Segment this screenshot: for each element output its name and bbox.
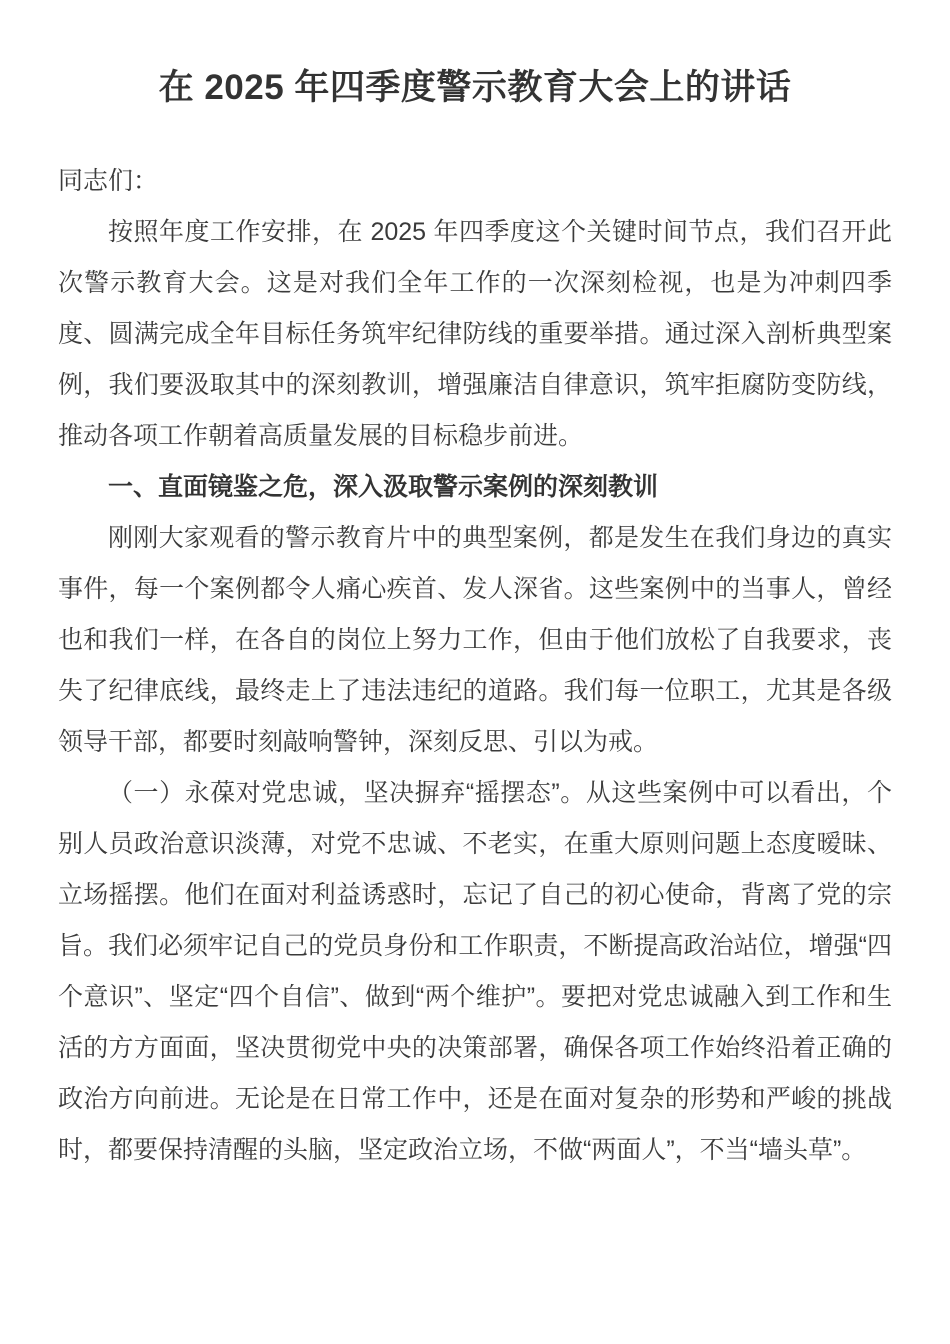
paragraph-cases: 刚刚大家观看的警示教育片中的典型案例，都是发生在我们身边的真实事件，每一个案例都令人痛心疾首、发人深省。这些案例中的当事人，曾经也和我们一样，在各自的岗位上努力工作，但由于他们放松了自我要求，丧失了纪律底线，最终走上了违法违纪的道路。我们每一位职工，尤其是各级领导干部，都要时刻敲响警钟，深刻反思、引以为戒。 bbox=[58, 524, 892, 756]
section-heading-one: 一、直面镜鉴之危，深入汲取警示案例的深刻教训 bbox=[108, 473, 659, 501]
salutation-line: 同志们： bbox=[58, 167, 159, 195]
paragraph-loyalty: （一）永葆对党忠诚，坚决摒弃“摇摆态”。从这些案例中可以看出，个别人员政治意识淡薄，对党不忠诚、不老实，在重大原则问题上态度暧昧、立场摇摆。他们在面对利益诱惑时，忘记了自己的初心使命，背离了党的宗旨。我们必须牢记自己的党员身份和工作职责，不断提高政治站位，增强“四个意识”、坚定“四个自信”、做到“两个维护”。要把对党忠诚融入到工作和生活的方方面面，坚决贯彻党中央的决策部署，确保各项工作始终沿着正确的政治方向前进。无论是在日常工作中，还是在面对复杂的形势和严峻的挑战时，都要保持清醒的头脑，坚定政治立场，不做“两面人”，不当“墙头草”。 bbox=[58, 779, 892, 1164]
document-title: 在 2025 年四季度警示教育大会上的讲话 bbox=[158, 68, 792, 107]
paragraph-intro: 按照年度工作安排，在 2025 年四季度这个关键时间节点，我们召开此次警示教育大会。这是对我们全年工作的一次深刻检视，也是为冲刺四季度、圆满完成全年目标任务筑牢纪律防线的重要举措。通过深入剖析典型案例，我们要汲取其中的深刻教训，增强廉洁自律意识，筑牢拒腐防变防线，推动各项工作朝着高质量发展的目标稳步前进。 bbox=[58, 218, 892, 450]
